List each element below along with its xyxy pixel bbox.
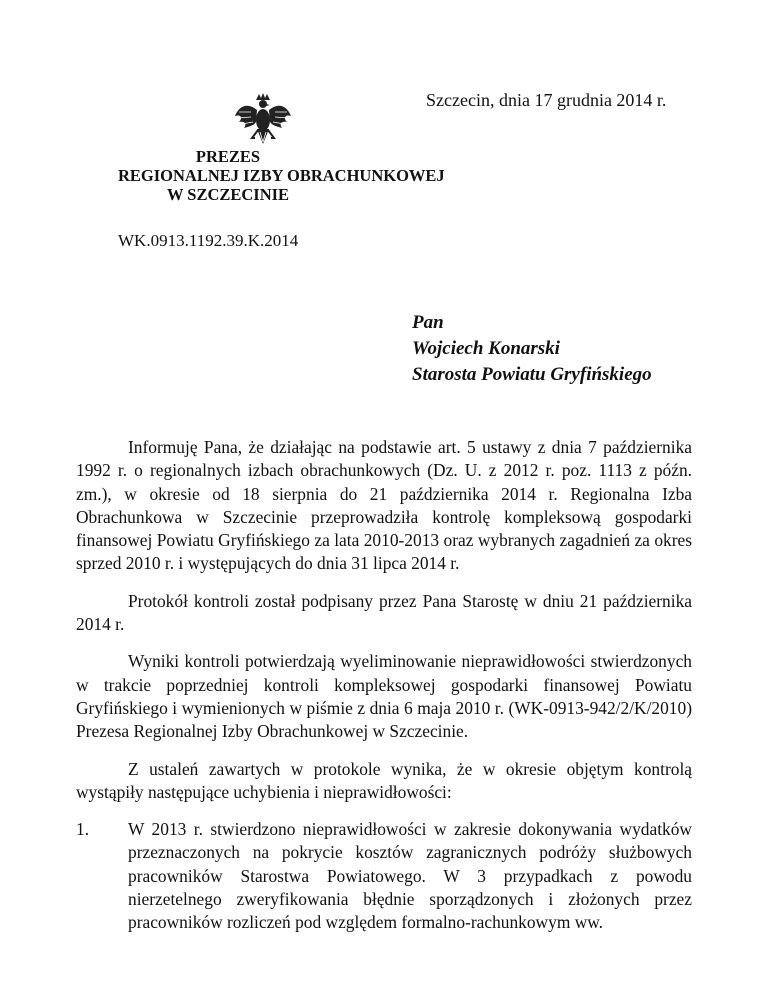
polish-eagle-emblem-icon — [233, 92, 293, 150]
place-date: Szczecin, dnia 17 grudnia 2014 r. — [426, 90, 667, 110]
body-paragraph: Z ustaleń zawartych w protokole wynika, że w okresie objętym kontrolą wystąpiły następujące uchybienia i nieprawidłowości: — [76, 758, 692, 802]
body-paragraph: Informuję Pana, że działając na podstawie art. 5 ustawy z dnia 7 października 1992 r. o regionalnych izbach obrachunkowych (Dz. U. z 2012 r. poz. 1113 z późn. zm.), w okresie od 18 sierpnia do 21 października 2014 r. Regionalna Izba Obrachunkowa w Szczecinie przeprowadziła kontrolę kompleksową gospodarki finansowej Powiatu Gryfińskiego za lata 2010-2013 oraz wybranych zagadnień za okres sprzed 2010 r. i występujących do dnia 31 lipca 2014 r. — [76, 437, 692, 574]
list-item — [76, 818, 692, 934]
reference-number: WK.0913.1192.39.K.2014 — [118, 231, 299, 250]
letter-body — [76, 436, 692, 935]
addressee-line-3: Starosta Powiatu Gryfińskiego — [412, 364, 652, 385]
sender-line-3: W SZCZECINIE — [166, 185, 290, 204]
list-item-text: W 2013 r. stwierdzono nieprawidłowości w zakresie dokonywania wydatków przeznaczonych na pokrycie kosztów zagranicznych podróży służbowych pracowników Starostwa Powiatowego. W 3 przypadkach z powodu nierzetelnego zweryfikowania błędnie sporządzonych i złożonych przez pracowników rozliczeń pod względem formalno-rachunkowym ww. — [128, 819, 692, 933]
list-item-number: 1. — [76, 819, 90, 840]
addressee-line-1: Pan — [412, 312, 444, 333]
body-paragraph: Wyniki kontroli potwierdzają wyeliminowanie nieprawidłowości stwierdzonych w trakcie poprzedniej kontroli kompleksowej gospodarki finansowej Powiatu Gryfińskiego i wymienionych w piśmie z dnia 6 maja 2010 r. (WK-0913-942/2/K/2010) Prezesa Regionalnej Izby Obrachunkowej w Szczecinie. — [76, 651, 692, 742]
addressee-block — [412, 310, 652, 388]
sender-line-2: REGIONALNEJ IZBY OBRACHUNKOWEJ — [118, 166, 445, 185]
body-paragraph: Protokół kontroli został podpisany przez Pana Starostę w dniu 21 października 2014 r. — [76, 590, 692, 635]
addressee-line-2: Wojciech Konarski — [412, 338, 560, 359]
sender-line-1: PREZES — [195, 147, 261, 166]
sender-header — [118, 147, 445, 204]
